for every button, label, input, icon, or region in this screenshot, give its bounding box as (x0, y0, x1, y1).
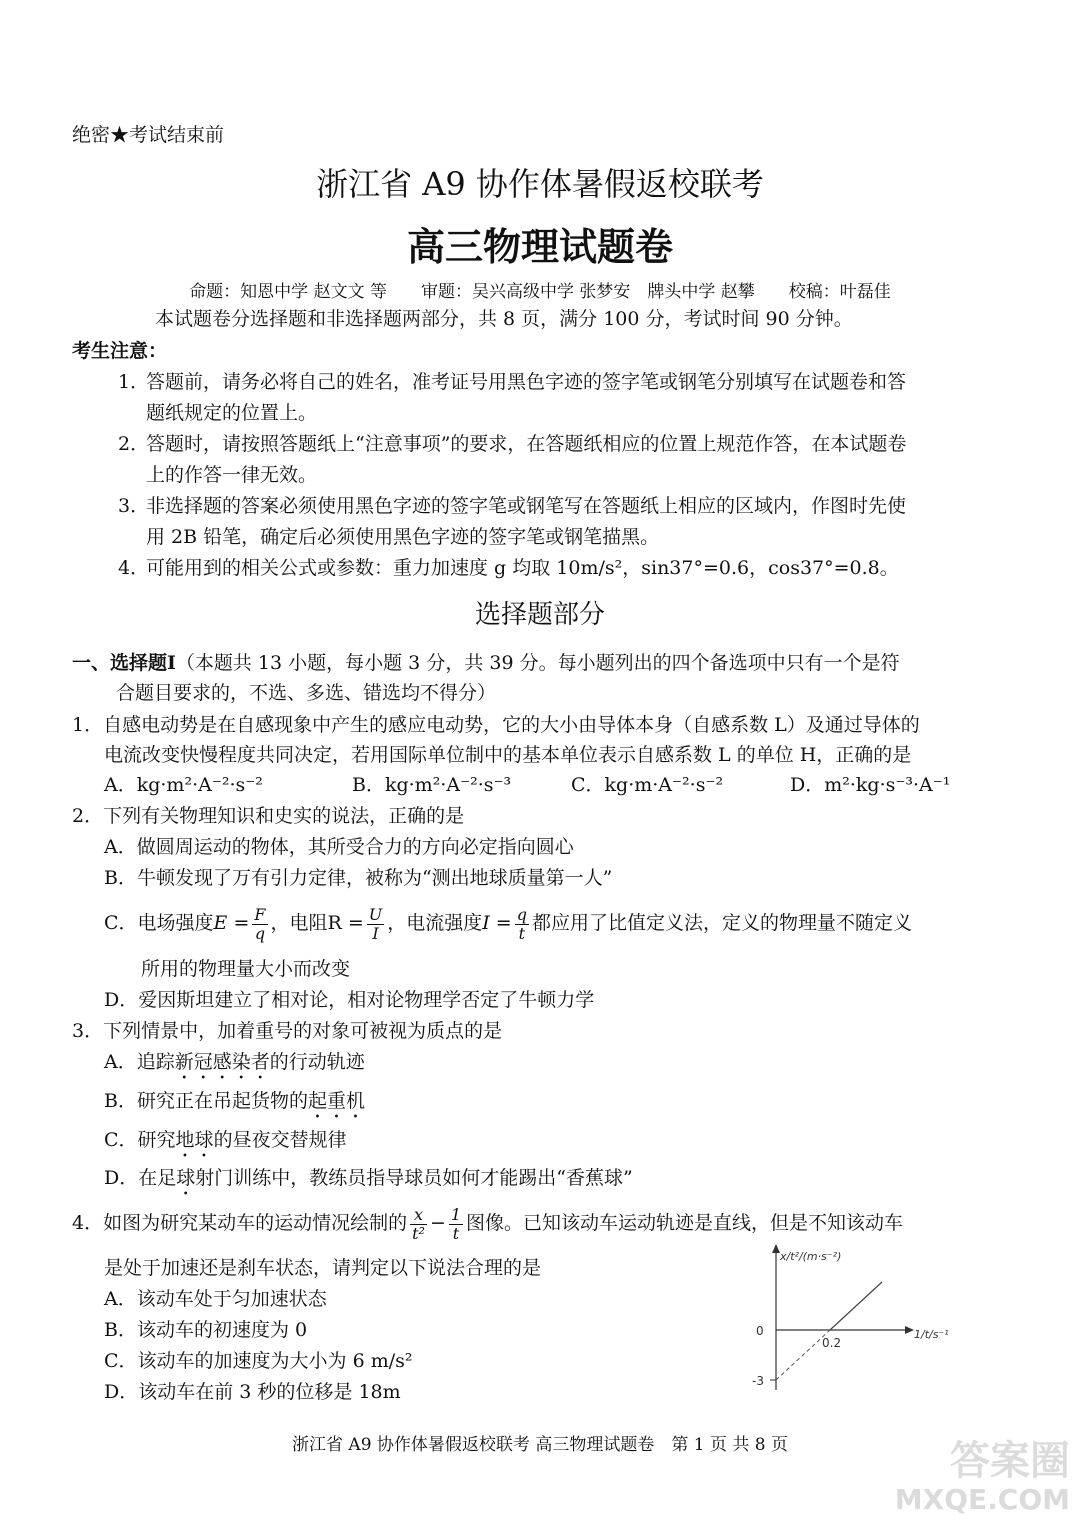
note-4-num: 4． (118, 557, 150, 579)
note-4-line1: 可能用到的相关公式或参数：重力加速度 g 均取 10m/s²，sin37°=0.6，cos37°=0.8。 (146, 557, 899, 579)
part1-desc-1: （本题共 13 小题，每小题 3 分，共 39 分。每小题列出的四个备选项中只有一个是符 (175, 652, 900, 674)
q2-option-c-line2: 所用的物理量大小而改变 (141, 958, 351, 980)
q4-option-d: D．该动车在前 3 秒的位移是 18m (104, 1381, 401, 1403)
credits: 命题：知恩中学 赵文文 等 审题：吴兴高级中学 张梦安 牌头中学 赵攀 校稿：叶磊佳 (189, 282, 891, 302)
note-3-line1: 非选择题的答案必须使用黑色字迹的签字笔或钢笔写在答题纸上相应的区域内，作图时先使 (146, 495, 907, 517)
q3-a-suffix: 的行动轨迹 (269, 1051, 365, 1073)
part1-label: 一、选择题Ⅰ (72, 652, 176, 674)
q2-c-r-fraction (367, 906, 384, 943)
q4-f2-den: t (452, 1223, 460, 1243)
q4-option-a: A．该动车处于匀加速状态 (104, 1288, 327, 1310)
q1-stem-line1: 1．自感电动势是在自感现象中产生的感应电动势，它的大小由导体本身（自感系数 L）及通过导体的 (72, 714, 920, 736)
q2-option-a: A．做圆周运动的物体，其所受合力的方向必定指向圆心 (104, 836, 574, 858)
q2-c-e-den: q (254, 923, 266, 943)
q3-c-prefix: C．研究 (104, 1129, 176, 1151)
q2-option-d: D．爱因斯坦建立了相对论，相对论物理学否定了牛顿力学 (104, 989, 595, 1011)
q2-c-mid2: ，电流强度 (387, 912, 483, 934)
q4-stem-prefix: 4．如图为研究某动车的运动情况绘制的 (72, 1212, 408, 1234)
q3-d-emphasis: 球 (176, 1167, 196, 1189)
q1-option-b: B．kg·m²·A⁻²·s⁻³ (352, 774, 512, 796)
q2-c-e-num: F (254, 904, 266, 924)
q4-f2-num: 1 (450, 1204, 462, 1224)
q4-f1-den: t² (412, 1223, 425, 1243)
q2-stem: 2．下列有关物理知识和史实的说法，正确的是 (72, 805, 465, 827)
q3-a-prefix: A．追踪 (104, 1051, 175, 1073)
q1-option-a: A．kg·m²·A⁻²·s⁻² (104, 774, 263, 796)
note-2-line1: 答题时，请按照答题纸上“注意事项”的要求，在答题纸相应的位置上规范作答，在本试题卷 (146, 433, 907, 455)
q3-b-emphasis: 起重机 (307, 1090, 365, 1112)
q3-d-prefix: D．在足 (104, 1167, 177, 1189)
watermark-logo (880, 1438, 1070, 1518)
section-title: 选择题部分 (474, 600, 605, 630)
graph-y-label: x/t²/(m·s⁻²) (780, 1250, 842, 1263)
q2-c-i-num: q (516, 904, 527, 924)
note-1-line2: 题纸规定的位置上。 (146, 402, 318, 424)
q2-c-e-fraction (252, 906, 267, 943)
watermark-url: MXQE.COM (894, 1483, 1070, 1516)
note-3-num: 3． (118, 495, 150, 517)
note-1-line1: 答题前，请务必将自己的姓名，准考证号用黑色字迹的签字笔或钢笔分别填写在试题卷和答 (146, 371, 907, 393)
q3-d-suffix: 射门训练中，教练员指导球员如何才能踢出“香蕉球” (195, 1167, 633, 1189)
graph-solid-line (830, 1282, 882, 1330)
q4-option-c: C．该动车的加速度为大小为 6 m/s² (104, 1350, 413, 1372)
q4-stem-line2: 是处于加速还是刹车状态，请判定以下说法合理的是 (104, 1257, 542, 1279)
q3-c-emphasis: 地球 (175, 1129, 214, 1151)
graph-y-tick-label: -3 (752, 1374, 764, 1388)
graph-x-tick-label: 0.2 (822, 1336, 842, 1350)
q2-c-e-symbol: E = (213, 912, 250, 934)
q3-option-b (104, 1088, 365, 1123)
note-1-num: 1． (118, 371, 150, 393)
q4-option-b: B．该动车的初速度为 0 (104, 1319, 308, 1341)
q3-c-suffix: 的昼夜交替规律 (213, 1129, 347, 1151)
q2-c-prefix: C．电场强度 (104, 912, 214, 934)
q3-option-c (104, 1127, 347, 1162)
note-2-num: 2． (118, 433, 150, 455)
q2-c-mid1: ，电阻R = (270, 912, 364, 934)
graph-origin-label: 0 (756, 1324, 764, 1338)
q1-stem-line2: 电流改变快慢程度共同决定，若用国际单位制中的基本单位表示自感系数 L 的单位 H，正确的是 (104, 744, 912, 766)
q3-a-emphasis: 新冠感染者 (174, 1051, 270, 1073)
q4-f1-num: x (410, 1206, 427, 1225)
q3-option-a (104, 1049, 365, 1084)
notes-heading: 考生注意： (72, 340, 168, 362)
q2-c-r-den: I (372, 923, 379, 943)
note-3-line2: 用 2B 铅笔，确定后必须使用黑色字迹的签字笔或钢笔描黑。 (146, 526, 660, 548)
q3-stem: 3．下列情景中，加着重号的对象可被视为质点的是 (72, 1020, 503, 1042)
q3-b-prefix: B．研究正在吊起货物的 (104, 1090, 308, 1112)
q4-stem-suffix: 图像。已知该动车运动轨迹是直线，但是不知该动车 (466, 1212, 904, 1234)
q2-option-b: B．牛顿发现了万有引力定律，被称为“测出地球质量第一人” (104, 867, 613, 889)
graph-y-arrow (772, 1244, 780, 1253)
q1-option-c: C．kg·m·A⁻²·s⁻² (571, 774, 724, 796)
watermark-text: 答案圈 (950, 1438, 1070, 1484)
page-footer: 浙江省 A9 协作体暑假返校联考 高三物理试题卷 第 1 页 共 8 页 (292, 1435, 788, 1455)
q2-option-c (104, 900, 912, 946)
intro: 本试题卷分选择题和非选择题两部分，共 8 页，满分 100 分，考试时间 90 分钟。 (155, 308, 853, 330)
graph-x-label: 1/t/s⁻¹ (914, 1328, 949, 1341)
part1-desc-2: 合题目要求的，不选、多选、错选均不得分） (116, 682, 497, 704)
q4-graph (740, 1240, 950, 1400)
q2-c-i-den: t (518, 923, 526, 943)
q2-c-post: 都应用了比值定义法，定义的物理量不随定义 (531, 912, 912, 934)
q4-fraction-1-t (449, 1206, 463, 1243)
secret-label: 绝密★考试结束前 (72, 124, 225, 146)
q3-option-d (104, 1165, 633, 1200)
q4-fraction-x-t2 (410, 1206, 427, 1243)
q2-c-i-fraction (515, 906, 529, 943)
graph-x-arrow (905, 1326, 914, 1334)
note-2-line2: 上的作答一律无效。 (146, 464, 318, 486)
exam-name: 浙江省 A9 协作体暑假返校联考 (316, 165, 764, 203)
q2-c-i-symbol: I = (482, 912, 512, 934)
q2-c-r-num: U (368, 904, 383, 924)
paper-title: 高三物理试题卷 (406, 224, 673, 269)
q4-dash: − (429, 1212, 446, 1234)
q1-option-d: D．m²·kg·s⁻³·A⁻¹ (790, 774, 951, 796)
